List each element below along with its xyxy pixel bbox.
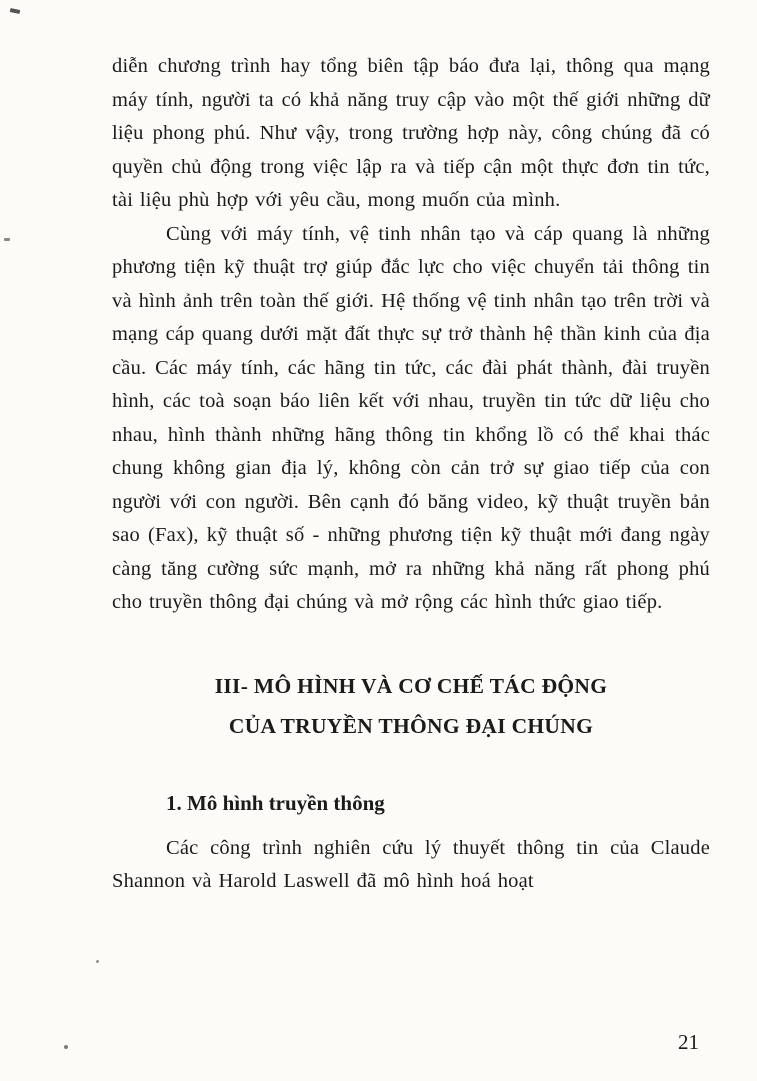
- section-heading-line1: III- MÔ HÌNH VÀ CƠ CHẾ TÁC ĐỘNG: [214, 673, 608, 698]
- scan-artifact: [10, 8, 21, 14]
- page-number: 21: [678, 1030, 699, 1054]
- paragraph-closing: Các công trình nghiên cứu lý thuyết thông tin của Claude Shannon và Harold Laswell đã mô hình hoá hoạt: [112, 836, 710, 892]
- paragraph: Cùng với máy tính, vệ tinh nhân tạo và cáp quang là những phương tiện kỹ thuật trợ giúp đắc lực cho việc chuyển tải thông tin và hình ảnh trên toàn thế giới. Hệ thống vệ tinh nhân tạo trên trời và mạng cáp quang dưới mặt đất thực sự trở thành hệ thần kinh của địa cầu. Các máy tính, các hãng tin tức, các đài phát thành, đài truyền hình, các toà soạn báo liên kết với nhau, truyền tin tức dữ liệu cho nhau, hình thành những hãng thông tin khổng lồ có thể khai thác chung không gian địa lý, không còn cản trở sự giao tiếp của con người với con người. Bên cạnh đó băng video, kỹ thuật truyền bản sao (Fax), kỹ thuật số - những phương tiện kỹ thuật mới đang ngày càng tăng cường sức mạnh, mở ra những khả năng rất phong phú cho truyền thông đại chúng và mở rộng các hình thức giao tiếp.: [112, 222, 710, 613]
- sub-heading: 1. Mô hình truyền thông: [166, 790, 385, 815]
- section-heading: [112, 666, 710, 746]
- section-heading-line2: CỦA TRUYỀN THÔNG ĐẠI CHÚNG: [228, 713, 594, 738]
- scan-artifact: [4, 238, 10, 241]
- paragraph-continuation: diễn chương trình hay tổng biên tập báo đưa lại, thông qua mạng máy tính, người ta có khả năng truy cập vào một thế giới những dữ liệu phong phú. Như vậy, trong trường hợp này, công chúng đã có quyền chủ động trong việc lập ra và tiếp cận một thực đơn tin tức, tài liệu phù hợp với yêu cầu, mong muốn của mình.: [112, 55, 710, 211]
- scan-artifact: [96, 960, 99, 963]
- scan-artifact: [64, 1045, 68, 1049]
